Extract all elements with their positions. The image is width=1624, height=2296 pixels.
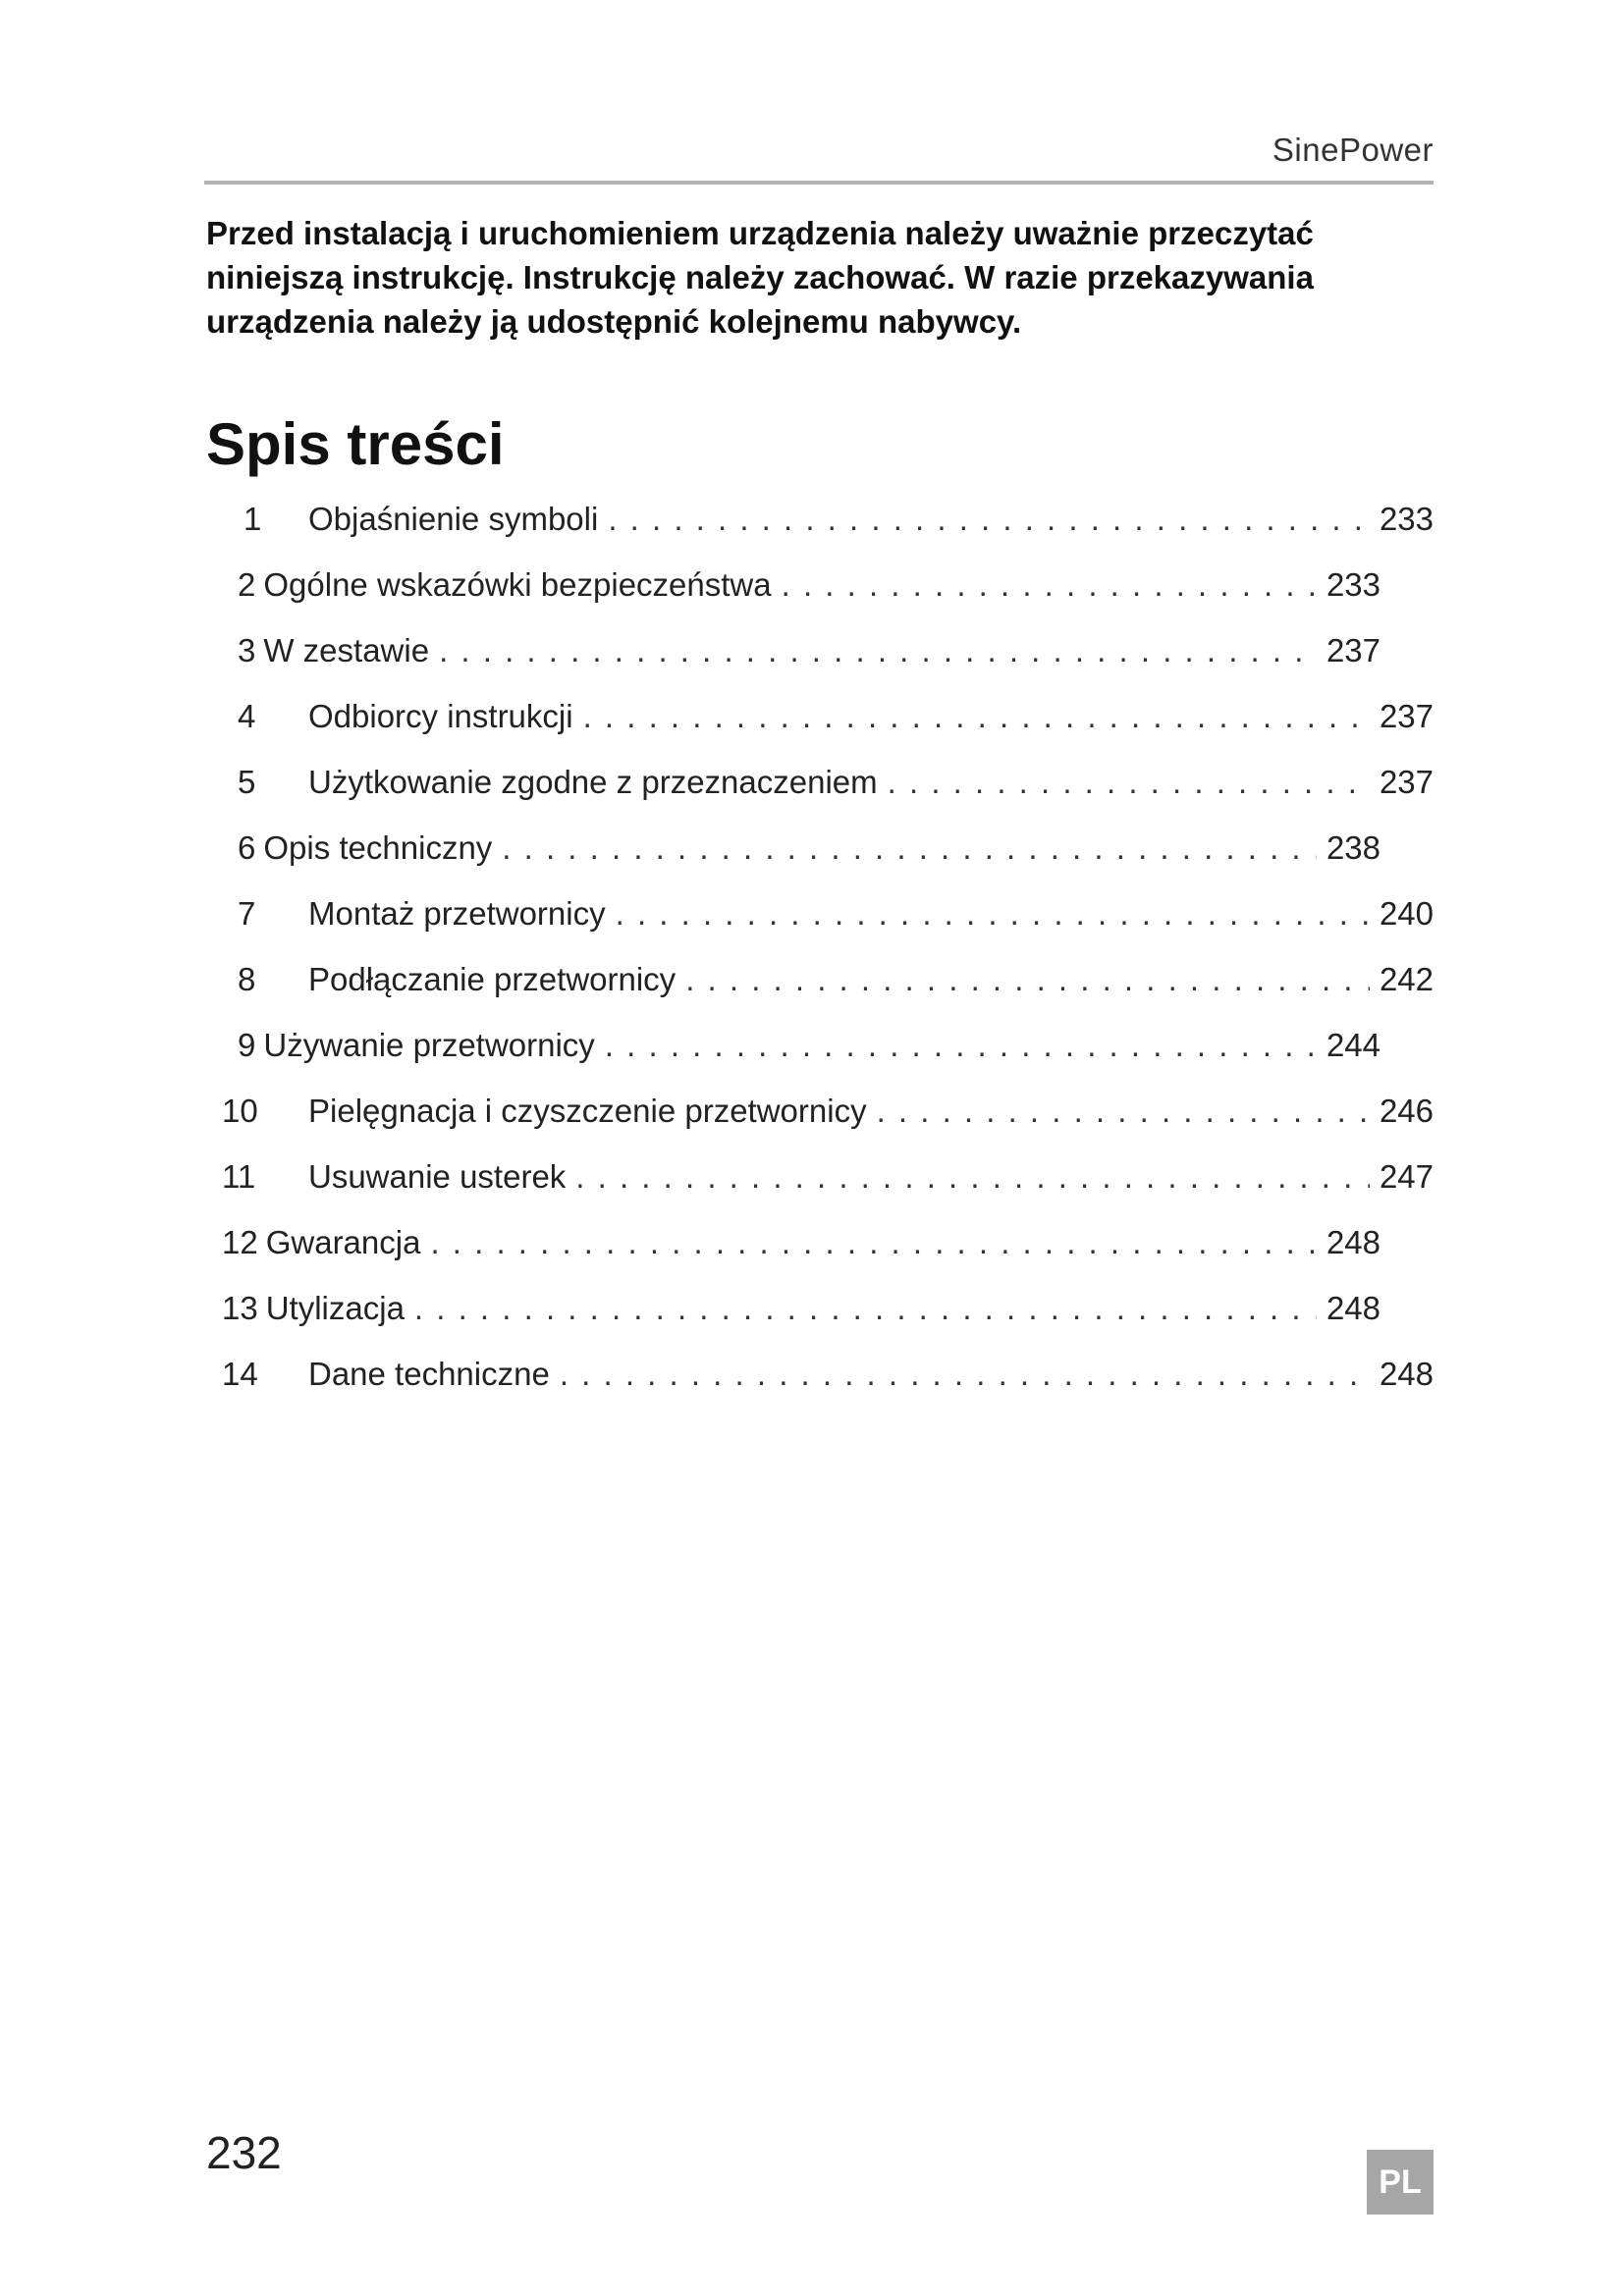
page-number: 232: [206, 2127, 282, 2178]
toc-entry-label: Utylizacja: [265, 1290, 405, 1326]
toc-entry[interactable]: [222, 1356, 1434, 1411]
toc-entry-number: 11: [222, 1158, 256, 1195]
toc-entry[interactable]: [222, 961, 1434, 1016]
toc-entry[interactable]: [222, 1290, 1380, 1345]
toc-entry-label: Używanie przetwornicy: [263, 1027, 595, 1063]
toc-entry-page: 248: [1379, 1356, 1434, 1392]
toc-entry-leader: [888, 764, 1370, 801]
toc-entry-leader: [575, 1158, 1370, 1196]
toc-entry[interactable]: [222, 1158, 1434, 1213]
intro-warning: Przed instalacją i uruchomieniem urządzenia należy uważnie przeczytać niniejszą instrukcję. Instrukcję należy zachować. W razie przekazywania urządzenia należy ją udostępnić kolejnemu nabywcy.: [206, 215, 1314, 340]
toc-entry-label: Gwarancja: [265, 1224, 421, 1260]
toc-entry-label: Montaż przetwornicy: [308, 895, 606, 932]
toc-entry-leader: [685, 961, 1370, 998]
toc-entry-leader: [608, 501, 1370, 538]
toc-entry-leader: [583, 698, 1370, 735]
toc-entry-label: Dane techniczne: [308, 1356, 550, 1392]
toc-entry-label: Ogólne wskazówki bezpieczeństwa: [263, 566, 772, 603]
toc-entry[interactable]: [238, 829, 1380, 884]
toc-entry-label: Odbiorcy instrukcji: [308, 698, 573, 734]
toc-entry-number: 14: [222, 1356, 258, 1392]
toc-entry-label: Podłączanie przetwornicy: [308, 961, 677, 997]
toc-entry-leader: [877, 1093, 1370, 1130]
toc-entry-label: W zestawie: [263, 632, 430, 668]
toc-entry-number: 3: [238, 632, 256, 668]
toc-entry-number: 7: [238, 895, 256, 932]
toc-entry[interactable]: [222, 1224, 1380, 1279]
toc-entry[interactable]: [222, 698, 1434, 753]
toc-entry[interactable]: [222, 764, 1434, 819]
toc-entry-label: Usuwanie usterek: [308, 1158, 567, 1195]
header-brand: SinePower: [1272, 132, 1434, 168]
toc-entry-leader: [502, 829, 1317, 867]
toc-entry-page: 247: [1379, 1158, 1434, 1195]
toc-entry-page: 244: [1326, 1027, 1380, 1063]
toc-entry-number: 9: [238, 1027, 256, 1063]
toc-entry-number: 4: [238, 698, 256, 734]
toc-entry-page: 242: [1379, 961, 1434, 997]
toc-title: Spis treści: [206, 411, 505, 477]
toc-entry-leader: [439, 632, 1317, 669]
toc-entry-page: 233: [1326, 566, 1380, 603]
toc-entry-number: 10: [222, 1093, 258, 1129]
toc-entry-number: 13: [222, 1290, 258, 1326]
toc-entry-page: 237: [1379, 764, 1434, 800]
toc-entry-number: 12: [222, 1224, 258, 1260]
toc-entry-label: Objaśnienie symboli: [308, 501, 599, 537]
toc-entry-leader: [616, 895, 1370, 933]
toc-entry-number: 6: [238, 829, 256, 866]
toc-entry-leader: [430, 1224, 1316, 1261]
toc-entry-leader: [782, 566, 1317, 604]
toc-entry-leader: [605, 1027, 1317, 1064]
toc-entry[interactable]: [238, 1027, 1380, 1082]
header-divider: [204, 181, 1434, 185]
toc-entry-page: 238: [1326, 829, 1380, 866]
toc-entry[interactable]: [222, 501, 1434, 556]
toc-entry-page: 237: [1379, 698, 1434, 734]
toc-entry-page: 248: [1326, 1224, 1380, 1260]
toc-entry-label: Opis techniczny: [263, 829, 493, 866]
toc-entry-page: 240: [1379, 895, 1434, 932]
toc-entry-number: 5: [238, 764, 256, 800]
toc-entry[interactable]: [222, 1093, 1434, 1148]
toc-entry-page: 233: [1379, 501, 1434, 537]
toc-entry-page: 248: [1326, 1290, 1380, 1326]
toc-entry-leader: [414, 1290, 1317, 1327]
toc-entry-label: Użytkowanie zgodne z przeznaczeniem: [308, 764, 878, 800]
toc-entry-page: 246: [1379, 1093, 1434, 1129]
toc-entry-page: 237: [1326, 632, 1380, 668]
toc-entry-number: 8: [238, 961, 256, 997]
toc-entry-label: Pielęgnacja i czyszczenie przetwornicy: [308, 1093, 867, 1129]
toc-entry-leader: [560, 1356, 1370, 1393]
toc-entry-number: 1: [244, 501, 262, 537]
toc-entry[interactable]: [238, 566, 1380, 621]
toc-entry-number: 2: [238, 566, 256, 603]
toc-entry[interactable]: [238, 632, 1380, 687]
toc-entry[interactable]: [222, 895, 1434, 950]
language-badge: PL: [1367, 2150, 1434, 2215]
